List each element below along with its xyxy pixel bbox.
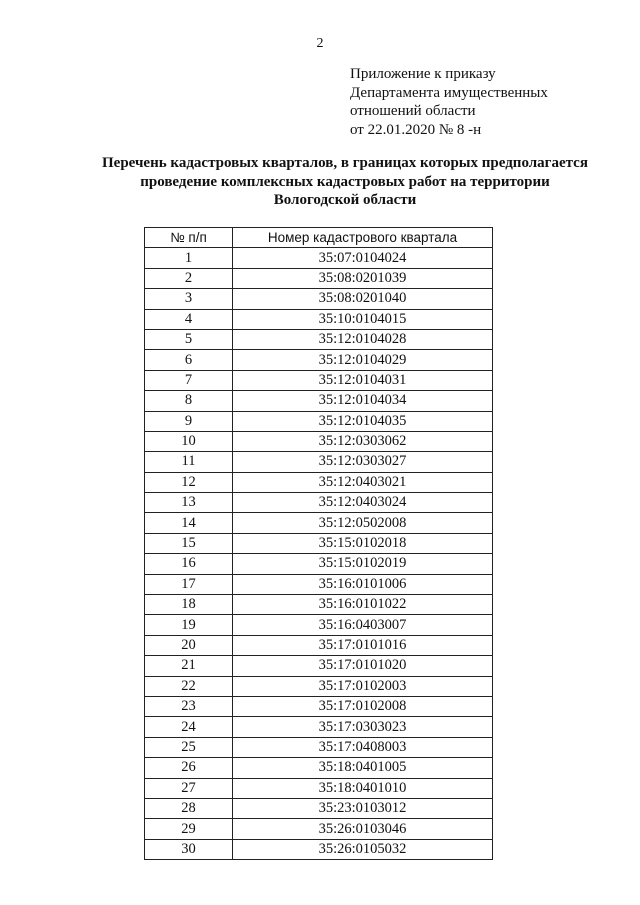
appendix-block xyxy=(350,65,620,139)
table-row xyxy=(145,819,493,839)
cadastral-number-cell: 35:18:0401010 xyxy=(233,778,493,798)
cadastral-number-cell: 35:17:0101020 xyxy=(233,656,493,676)
row-number-cell: 7 xyxy=(145,370,233,390)
cadastral-number-cell: 35:12:0104034 xyxy=(233,391,493,411)
table-row xyxy=(145,533,493,553)
table-row xyxy=(145,798,493,818)
table-row xyxy=(145,248,493,268)
cadastral-number-cell: 35:08:0201039 xyxy=(233,268,493,288)
document-title xyxy=(60,154,630,210)
table-row xyxy=(145,737,493,757)
row-number-cell: 29 xyxy=(145,819,233,839)
appendix-line: от 22.01.2020 № 8 -н xyxy=(350,121,482,138)
row-number-cell: 24 xyxy=(145,717,233,737)
cadastral-number-cell: 35:12:0104035 xyxy=(233,411,493,431)
row-number-cell: 1 xyxy=(145,248,233,268)
table-row xyxy=(145,411,493,431)
appendix-line: отношений области xyxy=(350,103,476,119)
cadastral-number-cell: 35:17:0102003 xyxy=(233,676,493,696)
title-line: Перечень кадастровых кварталов, в границах которых предполагается xyxy=(102,155,588,171)
row-number-cell: 16 xyxy=(145,554,233,574)
table-row xyxy=(145,595,493,615)
table-row xyxy=(145,391,493,411)
table-header-row xyxy=(145,228,493,248)
table-body xyxy=(145,248,493,860)
row-number-cell: 15 xyxy=(145,533,233,553)
row-number-cell: 20 xyxy=(145,635,233,655)
row-number-cell: 6 xyxy=(145,350,233,370)
row-number-cell: 10 xyxy=(145,431,233,451)
cadastral-number-cell: 35:26:0103046 xyxy=(233,819,493,839)
row-number-cell: 13 xyxy=(145,493,233,513)
row-number-cell: 2 xyxy=(145,268,233,288)
cadastral-number-cell: 35:12:0104028 xyxy=(233,329,493,349)
cadastral-number-cell: 35:16:0403007 xyxy=(233,615,493,635)
table-row xyxy=(145,472,493,492)
table-row xyxy=(145,758,493,778)
cadastral-number-cell: 35:26:0105032 xyxy=(233,839,493,859)
cadastral-number-cell: 35:17:0102008 xyxy=(233,696,493,716)
row-number-cell: 14 xyxy=(145,513,233,533)
header-cadastral-number: Номер кадастрового квартала xyxy=(233,228,493,248)
cadastral-number-cell: 35:12:0104031 xyxy=(233,370,493,390)
appendix-line: Приложение к приказу xyxy=(350,66,496,82)
table-row xyxy=(145,656,493,676)
row-number-cell: 17 xyxy=(145,574,233,594)
cadastral-number-cell: 35:12:0403021 xyxy=(233,472,493,492)
table-row xyxy=(145,350,493,370)
cadastral-number-cell: 35:17:0408003 xyxy=(233,737,493,757)
row-number-cell: 12 xyxy=(145,472,233,492)
cadastral-number-cell: 35:07:0104024 xyxy=(233,248,493,268)
row-number-cell: 22 xyxy=(145,676,233,696)
table-row xyxy=(145,309,493,329)
table-row xyxy=(145,452,493,472)
header-number: № п/п xyxy=(145,228,233,248)
table-row xyxy=(145,513,493,533)
table-row xyxy=(145,778,493,798)
cadastral-number-cell: 35:12:0303062 xyxy=(233,431,493,451)
cadastral-number-cell: 35:16:0101022 xyxy=(233,595,493,615)
table-row xyxy=(145,839,493,859)
cadastral-number-cell: 35:15:0102019 xyxy=(233,554,493,574)
table-row xyxy=(145,431,493,451)
table-row xyxy=(145,717,493,737)
row-number-cell: 21 xyxy=(145,656,233,676)
row-number-cell: 4 xyxy=(145,309,233,329)
cadastral-number-cell: 35:10:0104015 xyxy=(233,309,493,329)
row-number-cell: 26 xyxy=(145,758,233,778)
row-number-cell: 27 xyxy=(145,778,233,798)
cadastral-number-cell: 35:12:0303027 xyxy=(233,452,493,472)
row-number-cell: 11 xyxy=(145,452,233,472)
row-number-cell: 25 xyxy=(145,737,233,757)
table-row xyxy=(145,493,493,513)
row-number-cell: 18 xyxy=(145,595,233,615)
cadastral-quarters-table xyxy=(144,227,493,860)
page-number: 2 xyxy=(316,36,324,51)
table-row xyxy=(145,615,493,635)
table-row xyxy=(145,329,493,349)
table-row xyxy=(145,574,493,594)
row-number-cell: 3 xyxy=(145,289,233,309)
cadastral-number-cell: 35:08:0201040 xyxy=(233,289,493,309)
table-row xyxy=(145,554,493,574)
cadastral-number-cell: 35:16:0101006 xyxy=(233,574,493,594)
cadastral-number-cell: 35:17:0303023 xyxy=(233,717,493,737)
row-number-cell: 9 xyxy=(145,411,233,431)
table-row xyxy=(145,268,493,288)
cadastral-number-cell: 35:17:0101016 xyxy=(233,635,493,655)
cadastral-number-cell: 35:12:0403024 xyxy=(233,493,493,513)
row-number-cell: 28 xyxy=(145,798,233,818)
cadastral-number-cell: 35:18:0401005 xyxy=(233,758,493,778)
cadastral-number-cell: 35:12:0502008 xyxy=(233,513,493,533)
appendix-line: Департамента имущественных xyxy=(350,84,548,101)
row-number-cell: 5 xyxy=(145,329,233,349)
table-row xyxy=(145,635,493,655)
table-row xyxy=(145,370,493,390)
table-row xyxy=(145,696,493,716)
cadastral-number-cell: 35:23:0103012 xyxy=(233,798,493,818)
row-number-cell: 8 xyxy=(145,391,233,411)
row-number-cell: 23 xyxy=(145,696,233,716)
title-line: Вологодской области xyxy=(273,192,417,208)
row-number-cell: 19 xyxy=(145,615,233,635)
title-line: проведение комплексных кадастровых работ на территории xyxy=(140,173,550,190)
table-row xyxy=(145,676,493,696)
row-number-cell: 30 xyxy=(145,839,233,859)
cadastral-number-cell: 35:12:0104029 xyxy=(233,350,493,370)
cadastral-number-cell: 35:15:0102018 xyxy=(233,533,493,553)
table-row xyxy=(145,289,493,309)
